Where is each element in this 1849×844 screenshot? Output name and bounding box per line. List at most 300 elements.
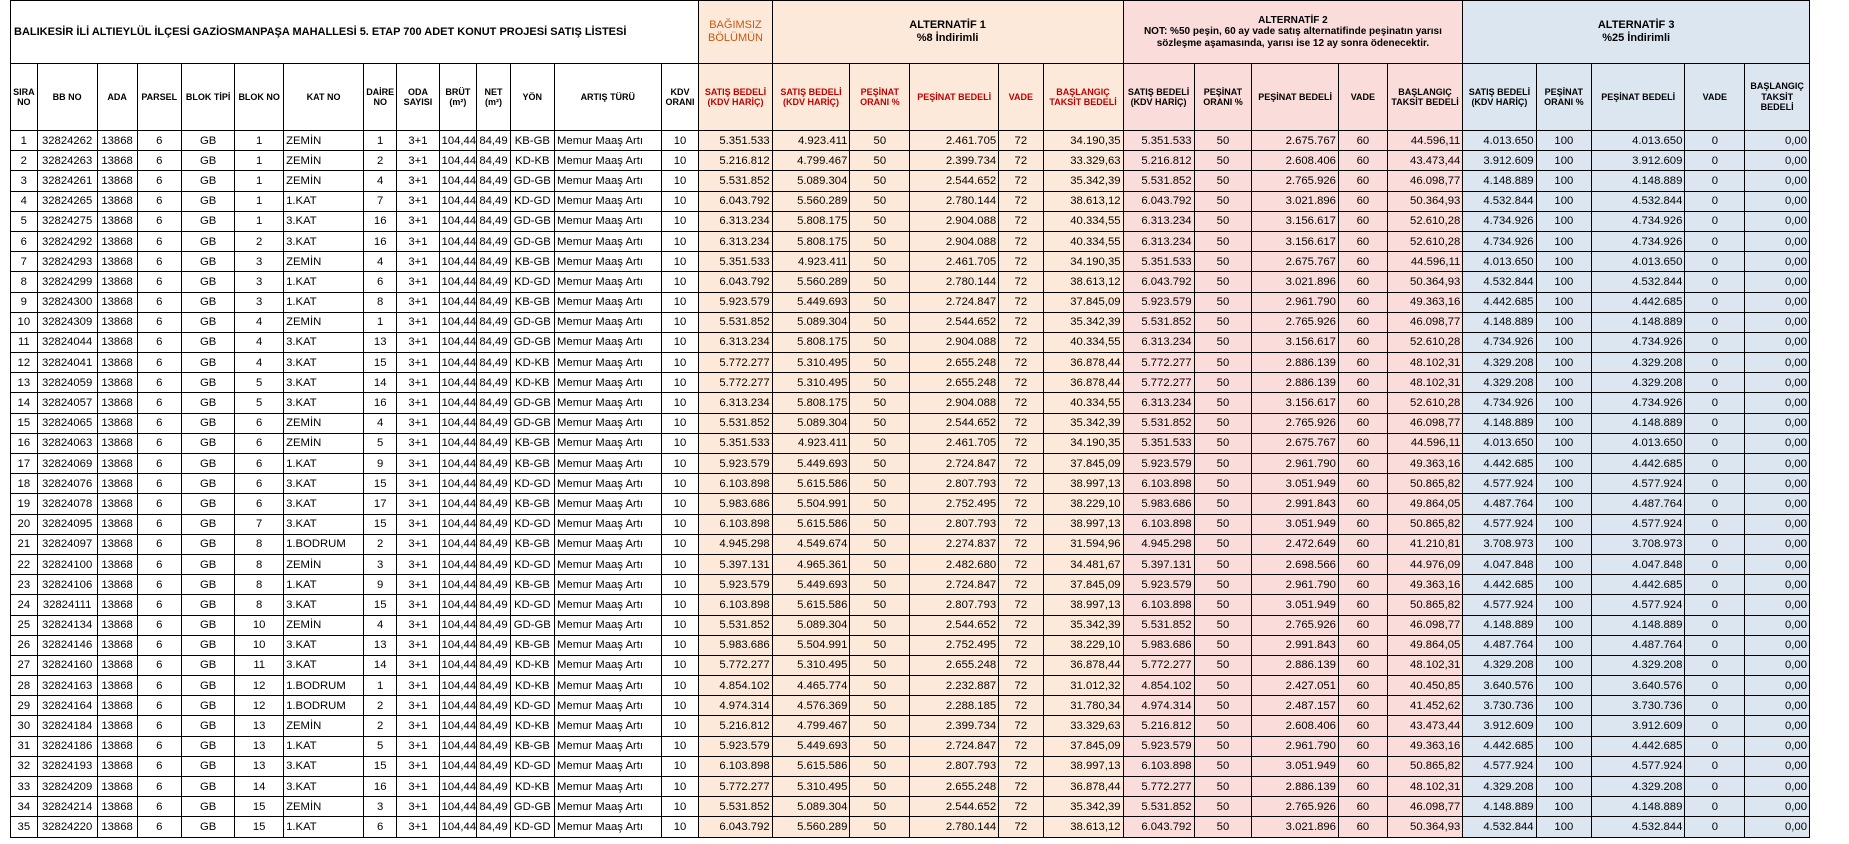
header-row-groups bbox=[11, 1, 1810, 64]
table-cell: 50 bbox=[1194, 252, 1252, 272]
table-cell: 5.615.586 bbox=[772, 474, 850, 494]
table-cell: 104,44 bbox=[439, 191, 477, 211]
table-cell: 0 bbox=[1685, 252, 1745, 272]
table-cell: 72 bbox=[999, 413, 1043, 433]
table-cell: 3.KAT bbox=[284, 211, 364, 231]
table-row bbox=[11, 231, 1810, 251]
table-cell: 2.399.734 bbox=[910, 716, 999, 736]
table-cell: 4.734.926 bbox=[1463, 211, 1536, 231]
table-cell: 10 bbox=[661, 373, 699, 393]
table-cell: 32824184 bbox=[37, 716, 97, 736]
table-cell: 38.613,12 bbox=[1043, 191, 1123, 211]
table-cell: 4 bbox=[235, 353, 284, 373]
table-cell: 4.047.848 bbox=[1463, 554, 1536, 574]
table-cell: 32824275 bbox=[37, 211, 97, 231]
table-cell: GB bbox=[181, 353, 234, 373]
table-cell: 6 bbox=[235, 433, 284, 453]
table-cell: 2.807.793 bbox=[910, 595, 999, 615]
table-cell: 2.675.767 bbox=[1252, 252, 1339, 272]
table-cell: 0,00 bbox=[1745, 635, 1810, 655]
table-cell: 6.043.792 bbox=[1123, 191, 1194, 211]
table-cell: 60 bbox=[1338, 393, 1387, 413]
table-cell: 2.675.767 bbox=[1252, 131, 1339, 151]
table-cell: 31 bbox=[11, 736, 38, 756]
table-cell: 60 bbox=[1338, 433, 1387, 453]
table-cell: 2.886.139 bbox=[1252, 353, 1339, 373]
table-cell: 0 bbox=[1685, 575, 1745, 595]
table-cell: Memur Maaş Artı bbox=[555, 353, 662, 373]
table-cell: 3+1 bbox=[397, 312, 439, 332]
table-cell: 60 bbox=[1338, 454, 1387, 474]
table-cell: 6.103.898 bbox=[1123, 595, 1194, 615]
table-cell: 20 bbox=[11, 514, 38, 534]
table-cell: 3+1 bbox=[397, 777, 439, 797]
table-cell: 50 bbox=[1194, 373, 1252, 393]
table-cell: 10 bbox=[661, 272, 699, 292]
table-cell: 0 bbox=[1685, 696, 1745, 716]
table-cell: 2.608.406 bbox=[1252, 716, 1339, 736]
table-cell: 50 bbox=[1194, 716, 1252, 736]
table-cell: 6 bbox=[137, 393, 181, 413]
table-cell: 10 bbox=[661, 716, 699, 736]
table-cell: 1 bbox=[235, 191, 284, 211]
table-cell: 13868 bbox=[97, 413, 137, 433]
table-cell: 0 bbox=[1685, 191, 1745, 211]
table-row bbox=[11, 413, 1810, 433]
table-cell: 3+1 bbox=[397, 534, 439, 554]
table-row bbox=[11, 353, 1810, 373]
table-row bbox=[11, 332, 1810, 352]
table-cell: 48.102,31 bbox=[1387, 353, 1463, 373]
table-cell: 4.532.844 bbox=[1463, 817, 1536, 837]
table-cell: 5.531.852 bbox=[1123, 171, 1194, 191]
table-cell: 50 bbox=[1194, 575, 1252, 595]
table-cell: 4.329.208 bbox=[1592, 373, 1685, 393]
table-cell: 50.865,82 bbox=[1387, 474, 1463, 494]
table-cell: 1.KAT bbox=[284, 736, 364, 756]
table-cell: 0 bbox=[1685, 312, 1745, 332]
table-cell: 3+1 bbox=[397, 252, 439, 272]
table-cell: 6 bbox=[137, 716, 181, 736]
table-cell: GB bbox=[181, 131, 234, 151]
table-cell: 44.596,11 bbox=[1387, 433, 1463, 453]
table-cell: GD-GB bbox=[510, 231, 554, 251]
table-cell: 72 bbox=[999, 696, 1043, 716]
table-cell: 10 bbox=[661, 353, 699, 373]
table-cell: 3.KAT bbox=[284, 231, 364, 251]
table-cell: KB-GB bbox=[510, 736, 554, 756]
table-cell: 2.461.705 bbox=[910, 433, 999, 453]
table-cell: 6.103.898 bbox=[1123, 514, 1194, 534]
table-cell: 6 bbox=[137, 756, 181, 776]
table-cell: GB bbox=[181, 474, 234, 494]
table-cell: 52.610,28 bbox=[1387, 393, 1463, 413]
table-cell: 6 bbox=[137, 514, 181, 534]
table-cell: 104,44 bbox=[439, 615, 477, 635]
table-cell: Memur Maaş Artı bbox=[555, 595, 662, 615]
table-cell: GB bbox=[181, 655, 234, 675]
table-cell: 2.482.680 bbox=[910, 554, 999, 574]
table-cell: Memur Maaş Artı bbox=[555, 817, 662, 837]
table-row bbox=[11, 191, 1810, 211]
table-cell: 3+1 bbox=[397, 433, 439, 453]
table-cell: 50 bbox=[850, 575, 910, 595]
table-cell: 4.487.764 bbox=[1463, 635, 1536, 655]
table-cell: 3 bbox=[235, 252, 284, 272]
table-cell: 13868 bbox=[97, 312, 137, 332]
table-cell: 3.KAT bbox=[284, 332, 364, 352]
table-cell: 3.051.949 bbox=[1252, 474, 1339, 494]
table-cell: 100 bbox=[1536, 393, 1592, 413]
table-cell: GB bbox=[181, 332, 234, 352]
table-cell: KB-GB bbox=[510, 575, 554, 595]
table-cell: 84,49 bbox=[477, 756, 510, 776]
table-cell: 32824262 bbox=[37, 131, 97, 151]
table-cell: 2.232.887 bbox=[910, 676, 999, 696]
table-cell: 4.329.208 bbox=[1463, 655, 1536, 675]
table-cell: 50 bbox=[1194, 151, 1252, 171]
table-cell: 3.KAT bbox=[284, 494, 364, 514]
table-cell: 2.780.144 bbox=[910, 272, 999, 292]
table-cell: 50 bbox=[1194, 655, 1252, 675]
table-row bbox=[11, 756, 1810, 776]
table-cell: 10 bbox=[661, 655, 699, 675]
table-cell: 12 bbox=[11, 353, 38, 373]
table-cell: 38.613,12 bbox=[1043, 272, 1123, 292]
table-cell: 0,00 bbox=[1745, 353, 1810, 373]
table-cell: 6.313.234 bbox=[699, 393, 772, 413]
table-cell: 0 bbox=[1685, 655, 1745, 675]
table-cell: 6 bbox=[137, 272, 181, 292]
table-cell: 12 bbox=[235, 676, 284, 696]
table-cell: 0,00 bbox=[1745, 797, 1810, 817]
table-cell: 6 bbox=[235, 413, 284, 433]
table-cell: 5.351.533 bbox=[699, 131, 772, 151]
table-row bbox=[11, 595, 1810, 615]
table-cell: 50 bbox=[850, 332, 910, 352]
table-cell: 6 bbox=[137, 413, 181, 433]
table-cell: 5.449.693 bbox=[772, 292, 850, 312]
table-cell: 6.313.234 bbox=[1123, 332, 1194, 352]
table-cell: 104,44 bbox=[439, 454, 477, 474]
table-cell: 10 bbox=[661, 292, 699, 312]
table-cell: ZEMİN bbox=[284, 312, 364, 332]
table-cell: 50 bbox=[1194, 554, 1252, 574]
table-cell: 2.487.157 bbox=[1252, 696, 1339, 716]
table-cell: 104,44 bbox=[439, 353, 477, 373]
table-cell: 100 bbox=[1536, 736, 1592, 756]
table-cell: 6.313.234 bbox=[699, 332, 772, 352]
table-cell: 3+1 bbox=[397, 575, 439, 595]
table-cell: 4.923.411 bbox=[772, 433, 850, 453]
table-cell: 0 bbox=[1685, 393, 1745, 413]
table-cell: 50 bbox=[1194, 454, 1252, 474]
table-cell: 10 bbox=[661, 736, 699, 756]
column-header: SATIŞ BEDELİ (KDV HARİÇ) bbox=[1123, 64, 1194, 131]
table-cell: 4.148.889 bbox=[1463, 171, 1536, 191]
table-cell: 72 bbox=[999, 231, 1043, 251]
table-cell: 46.098,77 bbox=[1387, 413, 1463, 433]
table-cell: 4.148.889 bbox=[1463, 413, 1536, 433]
table-cell: 5.772.277 bbox=[1123, 353, 1194, 373]
table-cell: 2.904.088 bbox=[910, 231, 999, 251]
table-cell: 5.449.693 bbox=[772, 575, 850, 595]
table-cell: KD-GD bbox=[510, 756, 554, 776]
table-cell: 32824261 bbox=[37, 171, 97, 191]
table-cell: 4.329.208 bbox=[1592, 655, 1685, 675]
table-cell: 5.983.686 bbox=[699, 635, 772, 655]
table-cell: 84,49 bbox=[477, 373, 510, 393]
table-cell: 6 bbox=[235, 474, 284, 494]
table-cell: 28 bbox=[11, 676, 38, 696]
table-cell: 2.904.088 bbox=[910, 393, 999, 413]
table-cell: 50 bbox=[850, 655, 910, 675]
table-cell: 5.089.304 bbox=[772, 171, 850, 191]
table-cell: 6 bbox=[137, 292, 181, 312]
table-cell: 10 bbox=[661, 171, 699, 191]
table-cell: 35.342,39 bbox=[1043, 413, 1123, 433]
table-cell: 5.808.175 bbox=[772, 231, 850, 251]
table-cell: 15 bbox=[364, 756, 397, 776]
table-cell: 8 bbox=[364, 292, 397, 312]
table-cell: 50 bbox=[850, 353, 910, 373]
table-cell: 32824300 bbox=[37, 292, 97, 312]
table-cell: GB bbox=[181, 777, 234, 797]
table-cell: 4.329.208 bbox=[1592, 353, 1685, 373]
table-cell: 4 bbox=[235, 332, 284, 352]
table-cell: 3+1 bbox=[397, 736, 439, 756]
table-cell: 60 bbox=[1338, 191, 1387, 211]
table-cell: 4.487.764 bbox=[1592, 635, 1685, 655]
table-cell: 60 bbox=[1338, 676, 1387, 696]
table-cell: 6 bbox=[137, 252, 181, 272]
table-cell: Memur Maaş Artı bbox=[555, 211, 662, 231]
table-cell: 50 bbox=[850, 231, 910, 251]
table-cell: KB-GB bbox=[510, 252, 554, 272]
table-cell: Memur Maaş Artı bbox=[555, 635, 662, 655]
table-cell: 72 bbox=[999, 514, 1043, 534]
table-cell: Memur Maaş Artı bbox=[555, 252, 662, 272]
table-cell: 4.576.369 bbox=[772, 696, 850, 716]
table-cell: 4.974.314 bbox=[699, 696, 772, 716]
table-cell: 72 bbox=[999, 211, 1043, 231]
table-cell: 15 bbox=[364, 514, 397, 534]
table-cell: 0,00 bbox=[1745, 534, 1810, 554]
table-cell: 0,00 bbox=[1745, 292, 1810, 312]
table-cell: 35.342,39 bbox=[1043, 797, 1123, 817]
table-cell: 1 bbox=[364, 131, 397, 151]
table-cell: GD-GB bbox=[510, 615, 554, 635]
table-cell: 50 bbox=[850, 696, 910, 716]
table-cell: 60 bbox=[1338, 595, 1387, 615]
table-cell: 32824220 bbox=[37, 817, 97, 837]
table-cell: 72 bbox=[999, 332, 1043, 352]
table-cell: 4.734.926 bbox=[1592, 332, 1685, 352]
column-header: PEŞİNAT ORANI % bbox=[1194, 64, 1252, 131]
table-cell: 0 bbox=[1685, 373, 1745, 393]
table-cell: 2.765.926 bbox=[1252, 797, 1339, 817]
table-cell: Memur Maaş Artı bbox=[555, 191, 662, 211]
table-cell: Memur Maaş Artı bbox=[555, 655, 662, 675]
table-cell: Memur Maaş Artı bbox=[555, 494, 662, 514]
table-cell: 50 bbox=[850, 373, 910, 393]
table-cell: 31.594,96 bbox=[1043, 534, 1123, 554]
table-cell: 72 bbox=[999, 797, 1043, 817]
table-cell: 13868 bbox=[97, 655, 137, 675]
table-cell: 100 bbox=[1536, 575, 1592, 595]
column-header: PARSEL bbox=[137, 64, 181, 131]
table-cell: 50 bbox=[850, 191, 910, 211]
table-cell: 72 bbox=[999, 151, 1043, 171]
table-cell: 60 bbox=[1338, 373, 1387, 393]
table-cell: 100 bbox=[1536, 494, 1592, 514]
table-cell: 46.098,77 bbox=[1387, 171, 1463, 191]
table-cell: GD-GB bbox=[510, 393, 554, 413]
table-cell: 49.363,16 bbox=[1387, 575, 1463, 595]
column-header: DAİRE NO bbox=[364, 64, 397, 131]
table-cell: 3+1 bbox=[397, 454, 439, 474]
table-cell: 16 bbox=[364, 393, 397, 413]
table-cell: 50 bbox=[850, 797, 910, 817]
table-cell: 4.442.685 bbox=[1463, 736, 1536, 756]
column-header: PEŞİNAT ORANI % bbox=[850, 64, 910, 131]
table-cell: KB-GB bbox=[510, 292, 554, 312]
table-cell: 3+1 bbox=[397, 635, 439, 655]
table-cell: GB bbox=[181, 575, 234, 595]
table-cell: 104,44 bbox=[439, 231, 477, 251]
table-cell: 4.148.889 bbox=[1463, 615, 1536, 635]
table-cell: 4.329.208 bbox=[1463, 353, 1536, 373]
table-cell: 50 bbox=[1194, 696, 1252, 716]
table-cell: 100 bbox=[1536, 332, 1592, 352]
table-cell: 5.772.277 bbox=[699, 655, 772, 675]
table-cell: 10 bbox=[661, 575, 699, 595]
table-cell: 100 bbox=[1536, 655, 1592, 675]
table-cell: 9 bbox=[11, 292, 38, 312]
table-row bbox=[11, 676, 1810, 696]
table-cell: 5.531.852 bbox=[699, 312, 772, 332]
table-cell: 34.481,67 bbox=[1043, 554, 1123, 574]
table-cell: 50 bbox=[1194, 676, 1252, 696]
table-cell: 32824160 bbox=[37, 655, 97, 675]
table-cell: 35.342,39 bbox=[1043, 312, 1123, 332]
table-cell: 1 bbox=[235, 171, 284, 191]
table-cell: 72 bbox=[999, 575, 1043, 595]
table-cell: 2.655.248 bbox=[910, 655, 999, 675]
table-cell: GB bbox=[181, 393, 234, 413]
table-cell: 0 bbox=[1685, 454, 1745, 474]
table-cell: 50 bbox=[1194, 494, 1252, 514]
table-cell: 0,00 bbox=[1745, 151, 1810, 171]
table-cell: 50 bbox=[1194, 534, 1252, 554]
table-cell: 104,44 bbox=[439, 554, 477, 574]
table-cell: 60 bbox=[1338, 696, 1387, 716]
table-cell: 1.KAT bbox=[284, 272, 364, 292]
table-cell: Memur Maaş Artı bbox=[555, 474, 662, 494]
table-cell: 72 bbox=[999, 534, 1043, 554]
table-cell: 5.923.579 bbox=[1123, 292, 1194, 312]
table-cell: 0 bbox=[1685, 433, 1745, 453]
table-cell: 4.487.764 bbox=[1463, 494, 1536, 514]
table-cell: 3.021.896 bbox=[1252, 272, 1339, 292]
table-cell: 7 bbox=[11, 252, 38, 272]
table-cell: 3 bbox=[11, 171, 38, 191]
table-cell: 2.961.790 bbox=[1252, 454, 1339, 474]
table-cell: ZEMİN bbox=[284, 797, 364, 817]
table-cell: 32824057 bbox=[37, 393, 97, 413]
table-cell: 5.397.131 bbox=[1123, 554, 1194, 574]
table-cell: 32824095 bbox=[37, 514, 97, 534]
table-cell: 6 bbox=[137, 231, 181, 251]
table-cell: 8 bbox=[235, 534, 284, 554]
table-cell: 3+1 bbox=[397, 332, 439, 352]
table-cell: 5.983.686 bbox=[699, 494, 772, 514]
table-cell: 3.051.949 bbox=[1252, 595, 1339, 615]
table-cell: 3.708.973 bbox=[1463, 534, 1536, 554]
table-row bbox=[11, 514, 1810, 534]
table-cell: 72 bbox=[999, 817, 1043, 837]
table-row bbox=[11, 635, 1810, 655]
table-cell: 0,00 bbox=[1745, 696, 1810, 716]
table-cell: 31.012,32 bbox=[1043, 676, 1123, 696]
table-cell: 72 bbox=[999, 595, 1043, 615]
table-cell: 3+1 bbox=[397, 514, 439, 534]
table-cell: 3.708.973 bbox=[1592, 534, 1685, 554]
table-cell: GB bbox=[181, 615, 234, 635]
table-row bbox=[11, 252, 1810, 272]
table-cell: 3+1 bbox=[397, 655, 439, 675]
table-cell: 84,49 bbox=[477, 171, 510, 191]
table-cell: 5.089.304 bbox=[772, 615, 850, 635]
table-cell: 52.610,28 bbox=[1387, 231, 1463, 251]
table-cell: 6.043.792 bbox=[1123, 272, 1194, 292]
table-cell: 3.KAT bbox=[284, 393, 364, 413]
table-row bbox=[11, 777, 1810, 797]
table-cell: 0 bbox=[1685, 131, 1745, 151]
table-cell: 5.615.586 bbox=[772, 756, 850, 776]
table-cell: 60 bbox=[1338, 231, 1387, 251]
table-cell: 32824214 bbox=[37, 797, 97, 817]
table-cell: 100 bbox=[1536, 272, 1592, 292]
table-cell: 3+1 bbox=[397, 131, 439, 151]
table-cell: Memur Maaş Artı bbox=[555, 756, 662, 776]
table-cell: 3+1 bbox=[397, 615, 439, 635]
table-cell: GB bbox=[181, 191, 234, 211]
table-cell: 5.089.304 bbox=[772, 312, 850, 332]
table-cell: 0,00 bbox=[1745, 413, 1810, 433]
table-cell: KD-KB bbox=[510, 676, 554, 696]
table-cell: 2 bbox=[364, 534, 397, 554]
table-cell: 50 bbox=[850, 716, 910, 736]
table-cell: GD-GB bbox=[510, 171, 554, 191]
table-cell: 6 bbox=[364, 817, 397, 837]
table-cell: 10 bbox=[661, 131, 699, 151]
table-cell: 13868 bbox=[97, 231, 137, 251]
table-cell: 50 bbox=[850, 312, 910, 332]
table-cell: 50 bbox=[1194, 514, 1252, 534]
table-cell: 6 bbox=[137, 191, 181, 211]
table-cell: 84,49 bbox=[477, 676, 510, 696]
table-cell: 5.310.495 bbox=[772, 655, 850, 675]
table-cell: 27 bbox=[11, 655, 38, 675]
table-cell: 6 bbox=[235, 454, 284, 474]
table-cell: 5.531.852 bbox=[1123, 413, 1194, 433]
table-cell: 2.544.652 bbox=[910, 615, 999, 635]
table-cell: 0,00 bbox=[1745, 716, 1810, 736]
table-cell: 49.363,16 bbox=[1387, 292, 1463, 312]
table-cell: 6 bbox=[137, 454, 181, 474]
table-cell: 50 bbox=[1194, 211, 1252, 231]
